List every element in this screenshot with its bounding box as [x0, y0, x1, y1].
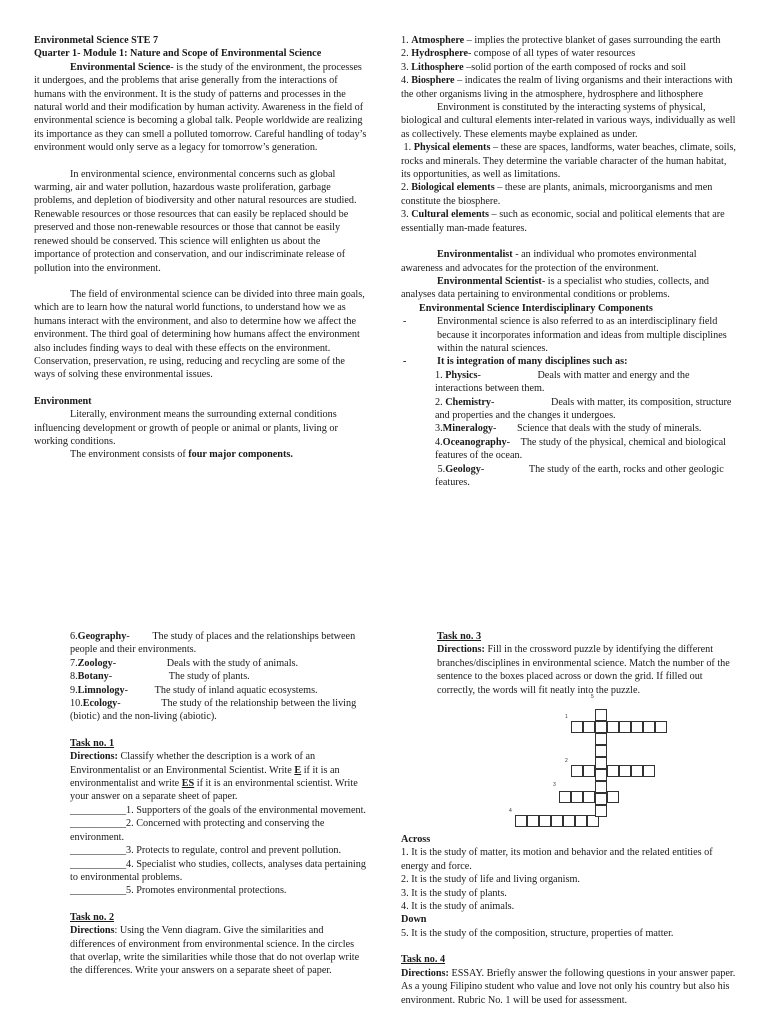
discipline-item: 3.Mineralogy- Science that deals with the study of minerals.	[435, 423, 702, 435]
clue-number: 1	[565, 714, 568, 721]
discipline-item: 5.Geology- The study of the earth, rocks and other geologic features.	[435, 463, 724, 488]
paragraph-concerns: In environmental science, environmental concerns such as global warming, air and water pollution, hazardous waste proliferation, garbage problems, and depletion of biodiversity and other natural resources are studied. Renewable resources or those resources that can easily be replaced should be preserved and those non-renewable resources or those that cannot be easily renewed should be conserved. This science will enlighten us about the importance of protection and conservation, and our indiscriminate release of pollution into the environment.	[34, 168, 357, 274]
crossword-cell	[631, 721, 643, 733]
task4-directions: Directions: ESSAY. Briefly answer the following questions in your answer paper. As a young Filipino student who value and love not only his country but also his environment. Rubric No. 1 will be used for assessment.	[401, 967, 736, 1006]
crossword-cell	[595, 757, 607, 769]
across-clue: 1. It is the study of matter, its motion and behavior and the related entities of energy and force.	[401, 847, 713, 872]
task2-directions: Directions: Using the Venn diagram. Give the similarities and differences of environment from environmental science. In the circles that overlap, write the similarities while those that do not overlap write the differences. Write your answers on a separate sheet of paper.	[70, 925, 360, 977]
clue-number: 3	[553, 782, 556, 789]
task3-title: Task no. 3	[437, 631, 482, 642]
discipline-item: 1. Physics- Deals with matter and energy and the interactions between them.	[435, 369, 690, 395]
crossword-cell	[631, 765, 643, 777]
across-clue: 2. It is the study of life and living organism.	[401, 874, 580, 886]
task1-item: ___________2. Concerned with protecting and conserving the environment.	[70, 818, 325, 843]
crossword-cell	[595, 709, 607, 721]
left-bottom-column	[70, 630, 370, 978]
crossword-cell	[571, 721, 583, 733]
crossword-cell	[595, 733, 607, 745]
crossword-cell	[607, 721, 619, 733]
discipline-item: 9.Limnology- The study of inland aquatic ecosystems.	[70, 684, 318, 696]
crossword-cell	[527, 815, 539, 827]
paragraph-definition: Environmental Science- is the study of the environment, the processes it undergoes, and the problems that arise generally from the interactions of humans with the environment. It is the study of patterns and processes in the natural world and their modification by human activity. Awareness in the field of environmental science is becoming a global talk. People worldwide are realizing its importance as they can smell a polluted tomorrow. Careful handling of today’s environment would only serve as a legacy for tomorrow’s generation.	[34, 61, 367, 154]
crossword-cell	[515, 815, 527, 827]
task1-directions: Directions: Classify whether the description is a work of an Environmentalist or an Environmental Scientist. Write E if it is an environmentalist and write ES if it is an environmental scientist. Write your answer on a separate sheet of paper.	[70, 751, 358, 803]
definition-environmentalist: Environmentalist - an individual who promotes environmental awareness and advocates for the protection of the environment.	[401, 249, 697, 274]
crossword-cell	[595, 769, 607, 781]
right-top-column	[401, 34, 736, 489]
element-cultural: 3. Cultural elements – such as economic, social and political elements that are essentially man-made features.	[401, 209, 725, 234]
paragraph-goals: The field of environmental science can be divided into three main goals, which are to learn how the natural world functions, to understand how we as humans interact with the environment, and also to determine how we affect the environment. The third goal of determining how humans affect the environment also includes finding ways to deal with these effects on the environment. Conservation, preservation, re using, reducing and recycling are some of the ways of solving these environmental issues.	[34, 288, 365, 381]
interdisciplinary-heading: Environmental Science Interdisciplinary Components	[419, 302, 653, 314]
task3-directions: Directions: Fill in the crossword puzzle by identifying the different branches/disciplines in environmental science. Match the number of the sentence to the boxes placed across or down the grid. If filled out correctly, the words will fit neatly into the puzzle.	[437, 644, 730, 696]
crossword-cell	[583, 765, 595, 777]
discipline-item: 2. Chemistry- Deals with matter, its composition, structure and properties and the changes it undergoes.	[435, 396, 732, 421]
discipline-item: 4.Oceanography- The study of the physical, chemical and biological features of the ocean.	[435, 436, 726, 462]
component-lithosphere: 3. Lithosphere –solid portion of the earth composed of rocks and soil	[401, 61, 687, 73]
crossword-grid	[401, 694, 736, 829]
clue-number: 5	[591, 694, 594, 701]
paragraph-constituted: Environment is constituted by the interacting systems of physical, biological and cultural elements inter-related in various ways, individually as well as collectively. These elements maybe explained as under.	[401, 102, 736, 140]
across-clue: 3. It is the study of plants.	[401, 887, 507, 899]
crossword-cell	[607, 791, 619, 803]
crossword-cell	[559, 791, 571, 803]
across-clue: 4. It is the study of animals.	[401, 901, 515, 913]
component-hydrosphere: 2. Hydrosphere- compose of all types of water resources	[401, 48, 636, 60]
doc-title: Environmetal Science STE 7	[34, 35, 159, 46]
crossword-cell	[539, 815, 551, 827]
component-biosphere: 4. Biosphere – indicates the realm of living organisms and their interactions with the other organisms living in the atmosphere, hydrosphere and lithosphere	[401, 75, 733, 100]
discipline-item: 8.Botany- The study of plants.	[70, 671, 250, 683]
bullet-interdisciplinary: - Environmental science is also referred to as an interdisciplinary field because it incorporates information and ideas from multiple disciplines within the natural sciences.	[403, 316, 727, 354]
crossword-cell	[571, 765, 583, 777]
task1-item: ___________1. Supporters of the goals of the environmental movement.	[70, 804, 366, 816]
discipline-item: 7.Zoology- Deals with the study of animals.	[70, 657, 299, 669]
crossword-cell	[551, 815, 563, 827]
environment-definition: Literally, environment means the surrounding external conditions influencing development or growth of people or animal or plants, living or working conditions.	[34, 409, 338, 447]
crossword-cell	[595, 745, 607, 757]
down-clue: 5. It is the study of the composition, structure, properties of matter.	[401, 927, 674, 939]
crossword-cell	[619, 765, 631, 777]
task1-item: ___________5. Promotes environmental protections.	[70, 885, 287, 897]
crossword-cell	[595, 781, 607, 793]
discipline-item: 6.Geography- The study of places and the relationships between people and their environments.	[70, 631, 356, 656]
task1-item: ___________3. Protects to regulate, control and prevent pollution.	[70, 845, 342, 857]
crossword-cell	[595, 793, 607, 805]
clue-number: 4	[509, 808, 512, 815]
crossword-cell	[655, 721, 667, 733]
crossword-cell	[571, 791, 583, 803]
crossword-cell	[619, 721, 631, 733]
environment-heading: Environment	[34, 395, 92, 407]
component-atmosphere: 1. Atmosphere – implies the protective blanket of gases surrounding the earth	[401, 35, 721, 46]
down-heading: Down	[401, 914, 427, 926]
crossword-cell	[563, 815, 575, 827]
environment-components: The environment consists of four major components.	[70, 449, 293, 461]
element-physical: 1. Physical elements – these are spaces, landforms, water beaches, climate, soils, rocks and minerals. They determine the variable character of the human habitat, its opportunities, as well as limitations.	[401, 142, 736, 181]
definition-scientist: Environmental Scientist- is a specialist who studies, collects, and analyses data pertaining to environmental conditions or problems.	[401, 275, 710, 301]
crossword-cell	[583, 721, 595, 733]
bullet-integration: - It is integration of many disciplines such as:	[403, 356, 628, 368]
across-heading: Across	[401, 834, 431, 846]
right-bottom-column	[401, 630, 736, 1007]
clue-number: 2	[565, 758, 568, 765]
crossword-cell	[643, 765, 655, 777]
task2-title: Task no. 2	[70, 911, 115, 923]
crossword-cell	[643, 721, 655, 733]
discipline-list-1	[401, 369, 736, 490]
task1-item: ___________4. Specialist who studies, collects, analyses data pertaining to environmental problems.	[70, 858, 366, 883]
element-biological: 2. Biological elements – these are plants, animals, microorganisms and men constitute the biosphere.	[401, 182, 713, 207]
crossword-cell	[575, 815, 587, 827]
task3-block	[401, 630, 736, 697]
doc-subtitle: Quarter 1- Module 1: Nature and Scope of Environmental Science	[34, 48, 322, 60]
task1-title: Task no. 1	[70, 737, 115, 749]
crossword-cell	[607, 765, 619, 777]
left-top-column	[34, 34, 368, 462]
crossword-cell	[595, 721, 607, 733]
crossword-cell	[583, 791, 595, 803]
discipline-item: 10.Ecology- The study of the relationship between the living (biotic) and the non-living (abiotic).	[70, 698, 357, 723]
task4-title: Task no. 4	[401, 954, 446, 966]
crossword-cell	[595, 805, 607, 817]
